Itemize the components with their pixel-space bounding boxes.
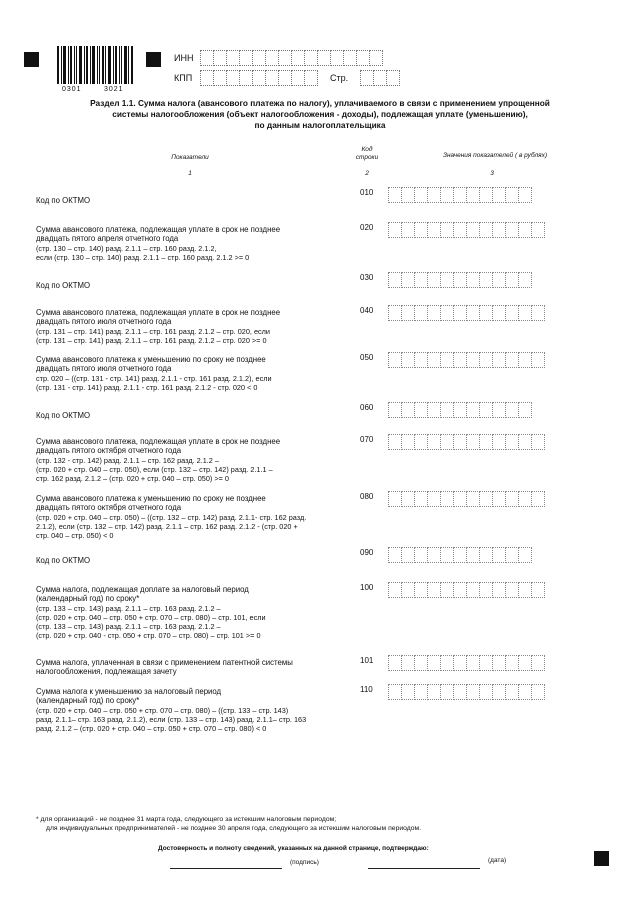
column-number-3: 3 [490, 170, 494, 177]
row-label-040: Сумма авансового платежа, подлежащая уплате в срок не позднее двадцать пятого июля отчетного года (стр. 131 – стр. 141) разд. 2.1.1 – стр. 161 разд. 2.1.2 – стр. 020, если (стр. 131 – стр. 141) разд. 2.1.1 – стр. 161 разд. 2.1.2 – стр. 020 >= 0 [36, 308, 281, 345]
row-label-100: Сумма налога, подлежащая доплате за налоговый период (календарный год) по сроку* (стр. 133 – стр. 143) разд. 2.1.1 – стр. 163 разд. 2.1.2 – (стр. 020 + стр. 040 – стр. 050 + стр. 070 – стр. 080) – стр. 101, если (стр. 133 – стр. 143) разд. 2.1.1 – стр. 163 разд. 2.1.2 – (стр. 020 + стр. 040 - стр. 050 + стр. 070 – стр. 080) – стр. 101 >= 0 [36, 585, 266, 641]
row-code-101: 101 [360, 656, 374, 665]
row-label-080: Сумма авансового платежа к уменьшению по сроку не позднее двадцать пятого октября отчетного года (стр. 020 + стр. 040 – стр. 050) – ((стр. 132 – стр. 142) разд. 2.1.1- стр. 162 разд. 2.1.2), если (стр. 132 – стр. 142) разд. 2.1.1 – стр. 162 разд. 2.1.2 - (стр. 020 + стр. 040 – стр. 050) < 0 [36, 494, 307, 541]
inn-label: ИНН [174, 53, 194, 63]
row-code-080: 080 [360, 492, 374, 501]
corner-marker-top-mid [146, 52, 161, 67]
date-label: (дата) [488, 857, 507, 864]
row-label-010: Код по ОКТМО [36, 196, 91, 205]
row-code-020: 020 [360, 223, 374, 232]
footnote: * для организаций - не позднее 31 марта года, следующего за истекшим налоговым периодом; для индивидуальных предпринимателей - не позднее 30 апреля года, следующего за истекшим налоговым периодом. [36, 816, 422, 832]
barcode-number-left: 0301 [62, 86, 82, 93]
column-number-2: 2 [365, 170, 369, 177]
row-label-030: Код по ОКТМО [36, 281, 91, 290]
row-label-050: Сумма авансового платежа к уменьшению по сроку не позднее двадцать пятого июля отчетного года стр. 020 – ((стр. 131 - стр. 141) разд. 2.1.1 - стр. 161 разд. 2.1.2), если (стр. 131 - стр. 141) разд. 2.1.1 - стр. 161 разд. 2.1.2 - стр. 020 < 0 [36, 355, 272, 392]
row-label-070: Сумма авансового платежа, подлежащая уплате в срок не позднее двадцать пятого октября отчетного года (стр. 132 - стр. 142) разд. 2.1.1 – стр. 162 разд. 2.1.2 – (стр. 020 + стр. 040 – стр. 050), если (стр. 132 – стр. 142) разд. 2.1.1 – стр. 162 разд. 2.1.2 – (стр. 020 + стр. 040 – стр. 050) >= 0 [36, 437, 281, 484]
column-header-code: Код строки [355, 146, 379, 161]
kpp-field[interactable] [200, 70, 318, 86]
page-number-field[interactable] [360, 70, 400, 86]
page-label: Стр. [330, 73, 349, 83]
column-number-1: 1 [188, 170, 192, 177]
row-code-070: 070 [360, 435, 374, 444]
row-code-040: 040 [360, 306, 374, 315]
row-code-110: 110 [360, 685, 373, 694]
corner-marker-top-left [24, 52, 39, 67]
row-value-field-060[interactable] [388, 402, 532, 418]
row-value-field-100[interactable] [388, 582, 545, 598]
section-title: Раздел 1.1. Сумма налога (авансового платежа по налогу), уплачиваемого в связи с применением упрощенной системы налогообложения (объект налогообложения - доходы), подлежащая уплате (уменьшению), по данным налогоплательщика [90, 98, 550, 130]
signature-line[interactable] [170, 868, 282, 869]
corner-marker-bottom-right [594, 851, 609, 866]
row-value-field-090[interactable] [388, 547, 532, 563]
row-value-field-080[interactable] [388, 491, 545, 507]
barcode [57, 46, 133, 84]
row-code-060: 060 [360, 403, 374, 412]
barcode-number-right: 3021 [104, 86, 124, 93]
kpp-label: КПП [174, 73, 193, 83]
row-value-field-050[interactable] [388, 352, 545, 368]
row-label-110: Сумма налога к уменьшению за налоговый период (календарный год) по сроку* (стр. 020 + стр. 040 – стр. 050 + стр. 070 – стр. 080) – ((стр. 133 – стр. 143) разд. 2.1.1– стр. 163 разд. 2.1.2), если (стр. 133 – стр. 143) разд. 2.1.1– стр. 163 разд. 2.1.2 – (стр. 020 + стр. 040 – стр. 050 + стр. 070 – стр. 080) < 0 [36, 687, 307, 734]
row-value-field-110[interactable] [388, 684, 545, 700]
row-label-101: Сумма налога, уплаченная в связи с применением патентной системы налогообложения, подлежащая зачету [36, 658, 293, 677]
row-value-field-101[interactable] [388, 655, 545, 671]
column-header-values: Значения показателей ( в рублях) [442, 152, 548, 159]
row-label-090: Код по ОКТМО [36, 556, 91, 565]
row-label-060: Код по ОКТМО [36, 411, 91, 420]
row-value-field-040[interactable] [388, 305, 545, 321]
inn-field[interactable] [200, 50, 383, 66]
row-code-050: 050 [360, 353, 374, 362]
row-code-090: 090 [360, 548, 374, 557]
row-value-field-070[interactable] [388, 434, 545, 450]
row-value-field-020[interactable] [388, 222, 545, 238]
date-line[interactable] [368, 868, 480, 869]
row-label-020: Сумма авансового платежа, подлежащая уплате в срок не позднее двадцать пятого апреля отчетного года (стр. 130 – стр. 140) разд. 2.1.1 – стр. 160 разд. 2.1.2, если (стр. 130 – стр. 140) разд. 2.1.1 – стр. 160 разд. 2.1.2 >= 0 [36, 225, 281, 262]
signature-label: (подпись) [290, 859, 319, 866]
row-value-field-030[interactable] [388, 272, 532, 288]
row-code-030: 030 [360, 273, 374, 282]
column-header-indicators: Показатели [171, 154, 209, 161]
row-value-field-010[interactable] [388, 187, 532, 203]
row-code-100: 100 [360, 583, 374, 592]
signature-statement: Достоверность и полноту сведений, указанных на данной странице, подтверждаю: [158, 845, 429, 852]
row-code-010: 010 [360, 188, 374, 197]
